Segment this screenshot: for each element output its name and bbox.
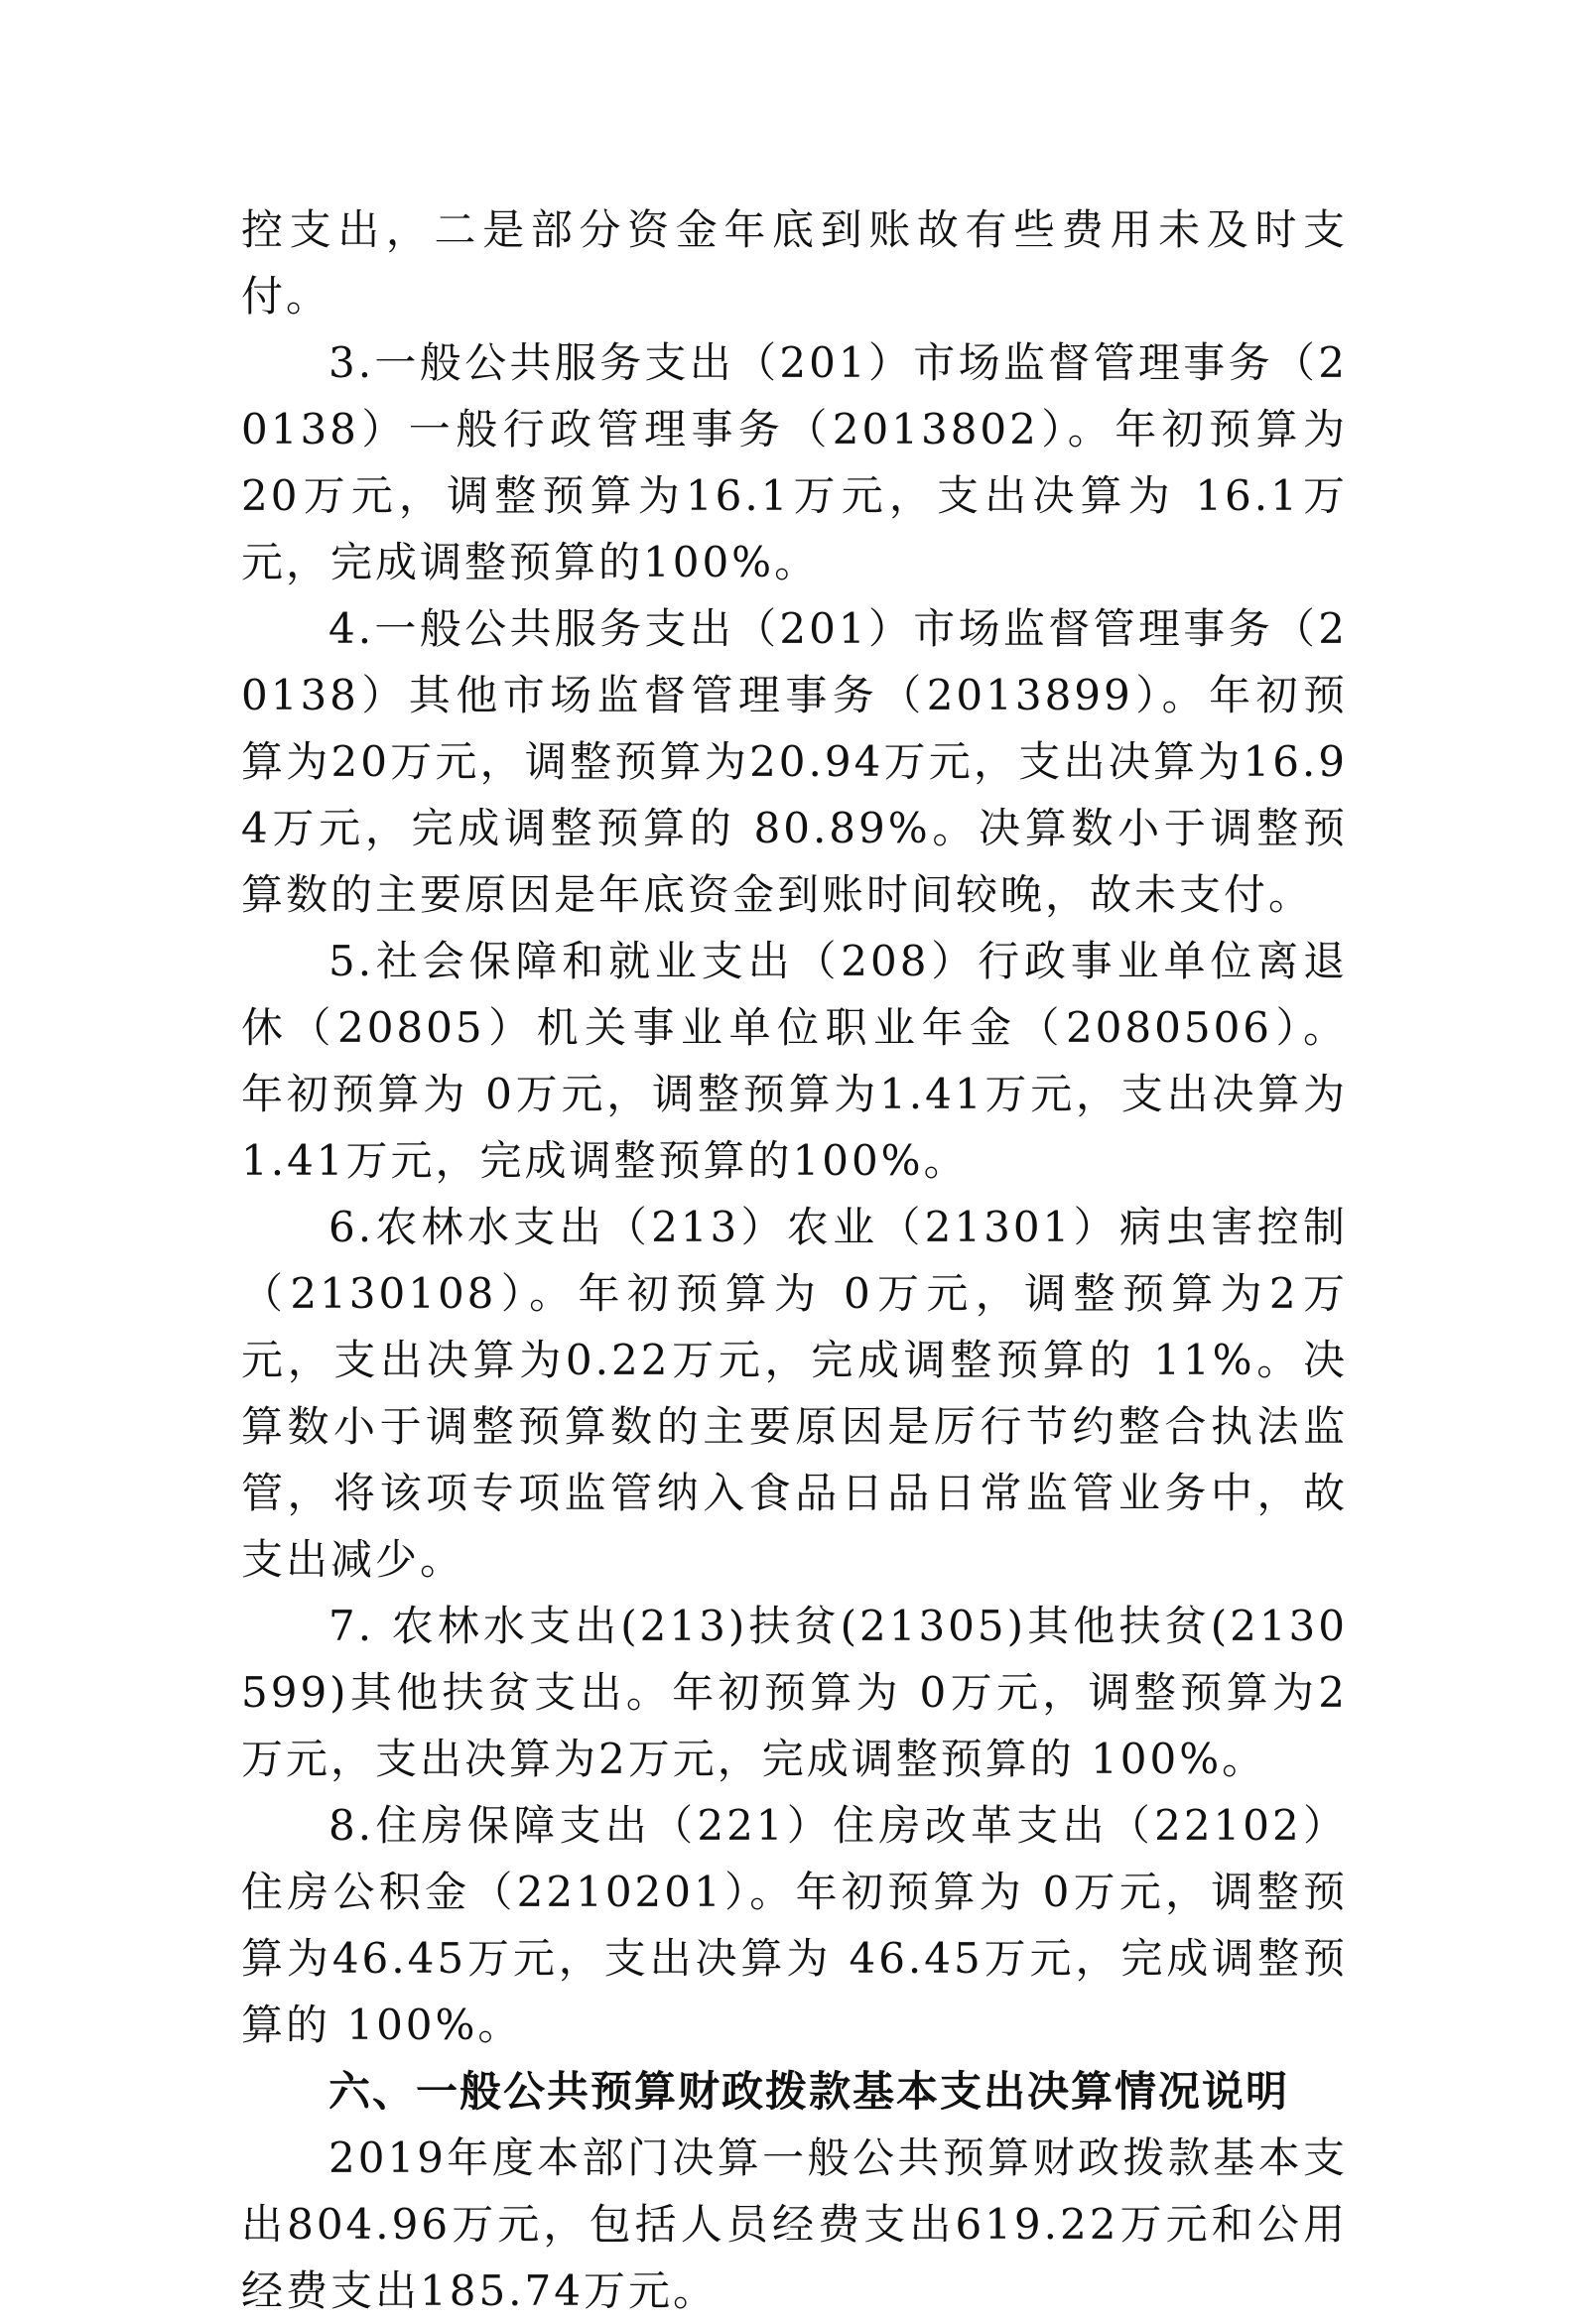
- paragraph-item-4: 4.一般公共服务支出（201）市场监督管理事务（20138）其他市场监督管理事务（2013899）。年初预算为20万元，调整预算为20.94万元，支出决算为16.94万元，完成调整预算的 80.89%。决算数小于调整预算数的主要原因是年底资金到账时间较晚，故未支付。: [241, 604, 1348, 919]
- section-heading: 六、一般公共预算财政拨款基本支出决算情况说明: [328, 2067, 1290, 2116]
- paragraph-item-8: 8.住房保障支出（221）住房改革支出（22102）住房公积金（2210201）。年初预算为 0万元，调整预算为46.45万元，支出决算为 46.45万元，完成调整预算的 100%。: [241, 1801, 1348, 2049]
- paragraph-continuation: 控支出，二是部分资金年底到账故有些费用未及时支付。: [241, 205, 1348, 321]
- paragraph-item-7: 7. 农林水支出(213)扶贫(21305)其他扶贫(2130599)其他扶贫支出。年初预算为 0万元，调整预算为2万元，支出决算为2万元，完成调整预算的 100%。: [241, 1602, 1348, 1783]
- paragraph-item-5: 5.社会保障和就业支出（208）行政事业单位离退休（20805）机关事业单位职业年金（2080506）。 年初预算为 0万元，调整预算为1.41万元，支出决算为1.41万元，完成调整预算的100%。: [241, 937, 1348, 1185]
- paragraph-item-3: 3.一般公共服务支出（201）市场监督管理事务（20138）一般行政管理事务（2013802）。年初预算为 20万元，调整预算为16.1万元，支出决算为 16.1万元，完成调整预算的100%。: [241, 338, 1348, 586]
- closing-paragraph: 2019年度本部门决算一般公共预算财政拨款基本支出804.96万元，包括人员经费支出619.22万元和公用经费支出185.74万元。: [241, 2133, 1348, 2315]
- paragraph-item-6: 6.农林水支出（213）农业（21301）病虫害控制（2130108）。年初预算为 0万元，调整预算为2万元，支出决算为0.22万元，完成调整预算的 11%。决算数小于调整预算数的主要原因是厉行节约整合执法监管，将该项专项监管纳入食品日品日常监管业务中，故支出减少。: [241, 1203, 1348, 1584]
- body-text: [241, 196, 1348, 2324]
